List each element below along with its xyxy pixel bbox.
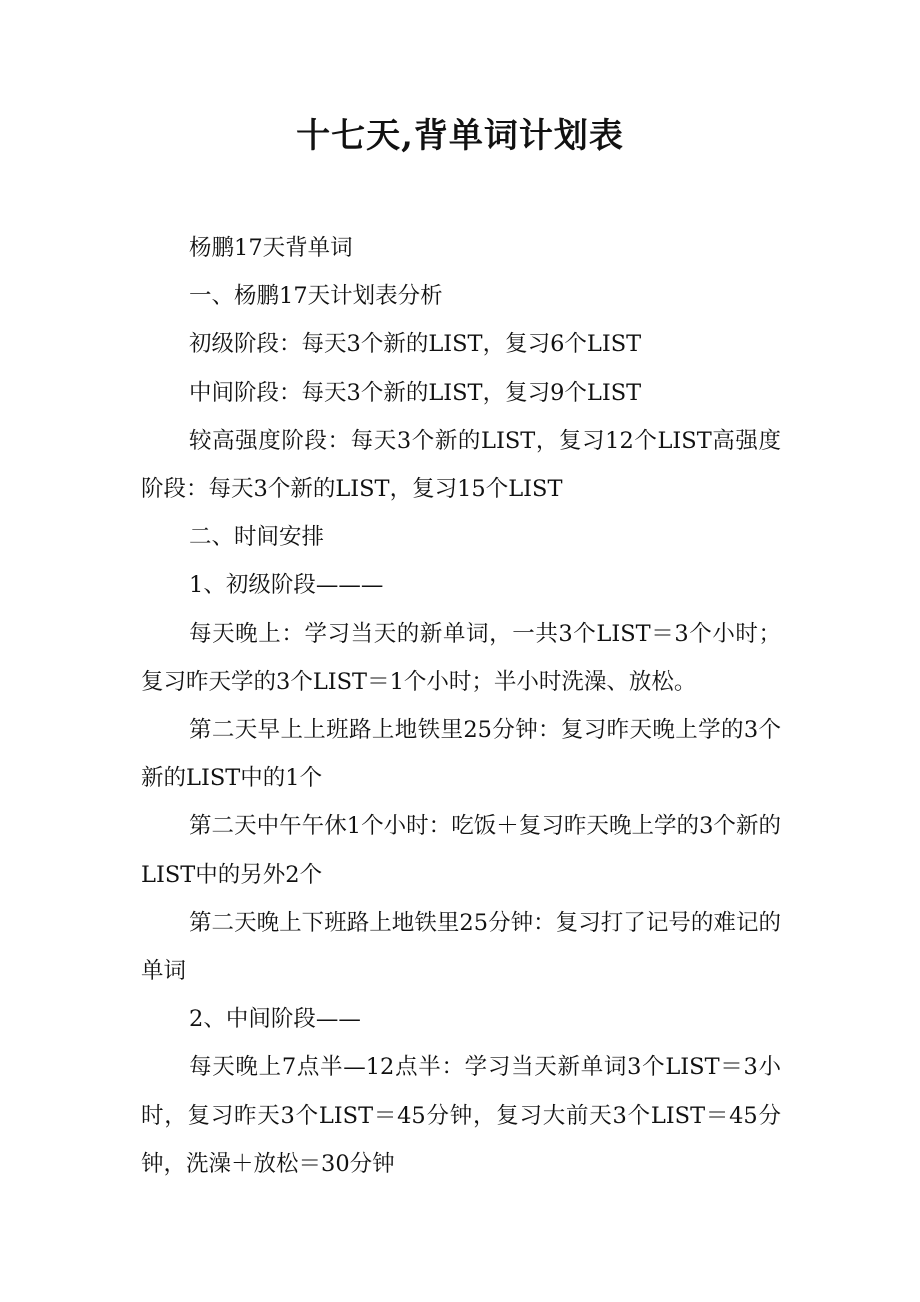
paragraph: 杨鹏17天背单词: [189, 235, 353, 261]
paragraph: 较高强度阶段：每天3个新的LIST，复习12个LIST高强度阶段：每天3个新的LIST，复习15个LIST: [141, 427, 781, 503]
paragraph: 每天晚上7点半—12点半：学习当天新单词3个LIST＝3小时，复习昨天3个LIST＝45分钟，复习大前天3个LIST＝45分钟，洗澡＋放松＝30分钟: [141, 1054, 781, 1177]
document-body: [141, 224, 781, 1188]
paragraph: 第二天晚上下班路上地铁里25分钟：复习打了记号的难记的单词: [141, 909, 781, 985]
document-title: 十七天,背单词计划表: [296, 116, 624, 156]
paragraph: 第二天中午午休1个小时：吃饭＋复习昨天晚上学的3个新的LIST中的另外2个: [141, 813, 781, 888]
subsection-heading: 1、初级阶段———: [189, 572, 384, 599]
section-heading: 二、时间安排: [189, 524, 325, 551]
paragraph: 中间阶段：每天3个新的LIST，复习9个LIST: [189, 379, 642, 406]
section-heading: 一、杨鹏17天计划表分析: [189, 283, 443, 310]
paragraph: 第二天早上上班路上地铁里25分钟：复习昨天晚上学的3个新的LIST中的1个: [141, 717, 781, 792]
paragraph: 初级阶段：每天3个新的LIST，复习6个LIST: [189, 331, 642, 358]
subsection-heading: 2、中间阶段——: [189, 1006, 361, 1033]
paragraph: 每天晚上：学习当天的新单词，一共3个LIST＝3个小时；复习昨天学的3个LIST＝1个小时；半小时洗澡、放松。: [141, 620, 781, 695]
